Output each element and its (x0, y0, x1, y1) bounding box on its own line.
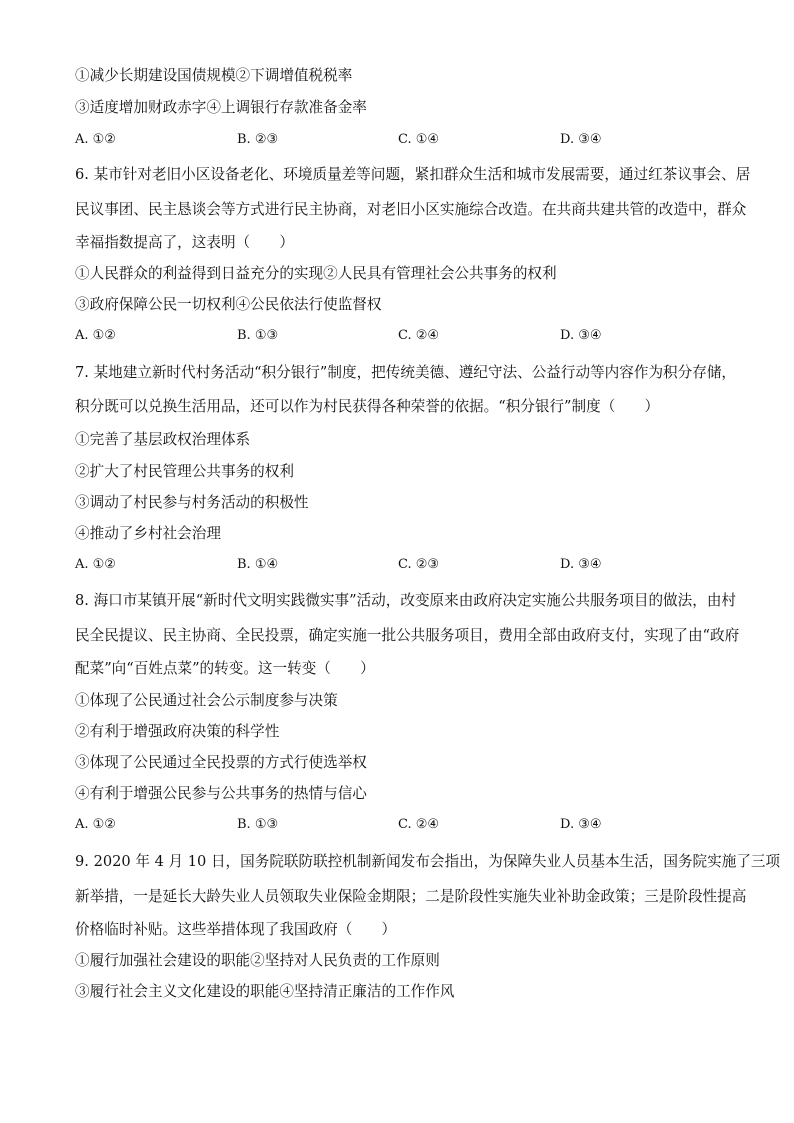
q6-option-b[interactable]: B. ①③ (237, 328, 279, 343)
q8-statement-3: ③体现了公民通过全民投票的方式行使选举权 (75, 754, 367, 771)
q7-options (75, 555, 725, 575)
q8-stem-line-2: 民全民提议、民主协商、全民投票，确定实施一批公共服务项目，费用全部由政府支付，实现了由“政府 (75, 627, 740, 644)
q5-option-d[interactable]: D. ③④ (560, 132, 602, 147)
q7-option-c[interactable]: C. ②③ (398, 557, 440, 572)
q8-option-b[interactable]: B. ①③ (237, 817, 279, 832)
q8-statement-4: ④有利于增强公民参与公共事务的热情与信心 (75, 785, 367, 802)
q7-statement-1: ①完善了基层政权治理体系 (75, 431, 251, 448)
q7-option-b[interactable]: B. ①④ (237, 557, 279, 572)
q7-option-a[interactable]: A. ①② (75, 557, 116, 572)
q6-stem-line-3: 幸福指数提高了，这表明（ ） (75, 234, 294, 251)
q9-stem-line-2: 新举措，一是延长大龄失业人员领取失业保险金期限；二是阶段性实施失业补助金政策；三是阶段性提高 (75, 888, 747, 905)
q7-stem-line-1: 7. 某地建立新时代村务活动“积分银行”制度，把传统美德、遵纪守法、公益行动等内容作为积分存储， (75, 364, 737, 381)
q8-options (75, 815, 725, 835)
q7-statement-2: ②扩大了村民管理公共事务的权利 (75, 463, 294, 480)
q8-option-d[interactable]: D. ③④ (560, 817, 602, 832)
q7-statement-4: ④推动了乡村社会治理 (75, 525, 221, 542)
q6-statement-line-2: ③政府保障公民一切权利④公民依法行使监督权 (75, 296, 382, 313)
q8-statement-2: ②有利于增强政府决策的科学性 (75, 723, 280, 740)
q9-statement-line-2: ③履行社会主义文化建设的职能④坚持清正廉洁的工作作风 (75, 983, 455, 1000)
q6-option-a[interactable]: A. ①② (75, 328, 116, 343)
q8-option-a[interactable]: A. ①② (75, 817, 116, 832)
q9-stem-line-1: 9. 2020 年 4 月 10 日，国务院联防联控机制新闻发布会指出，为保障失业人员基本生活，国务院实施了三项 (75, 853, 781, 870)
q7-option-d[interactable]: D. ③④ (560, 557, 602, 572)
q6-stem-line-2: 民议事团、民主恳谈会等方式进行民主协商，对老旧小区实施综合改造。在共商共建共管的改造中，群众 (75, 201, 747, 218)
q8-stem-line-3: 配菜”向“百姓点菜”的转变。这一转变（ ） (75, 660, 375, 677)
q7-statement-3: ③调动了村民参与村务活动的积极性 (75, 494, 309, 511)
q5-statement-line-2: ③适度增加财政赤字④上调银行存款准备金率 (75, 99, 367, 116)
q5-options (75, 130, 725, 150)
q8-statement-1: ①体现了公民通过社会公示制度参与决策 (75, 692, 338, 709)
q5-option-b[interactable]: B. ②③ (237, 132, 279, 147)
q6-option-d[interactable]: D. ③④ (560, 328, 602, 343)
q8-stem-line-1: 8. 海口市某镇开展“新时代文明实践微实事”活动，改变原来由政府决定实施公共服务项目的做法，由村 (75, 592, 737, 609)
q9-statement-line-1: ①履行加强社会建设的职能②坚持对人民负责的工作原则 (75, 952, 440, 969)
q5-statement-line-1: ①减少长期建设国债规模②下调增值税税率 (75, 67, 353, 84)
q6-statement-line-1: ①人民群众的利益得到日益充分的实现②人民具有管理社会公共事务的权利 (75, 265, 557, 282)
q8-option-c[interactable]: C. ②④ (398, 817, 440, 832)
q6-option-c[interactable]: C. ②④ (398, 328, 440, 343)
q5-option-a[interactable]: A. ①② (75, 132, 116, 147)
q9-stem-line-3: 价格临时补贴。这些举措体现了我国政府（ ） (75, 921, 397, 938)
q7-stem-line-2: 积分既可以兑换生活用品，还可以作为村民获得各种荣誉的依据。“积分银行”制度（ ） (75, 398, 660, 415)
q5-option-c[interactable]: C. ①④ (398, 132, 440, 147)
q6-options (75, 326, 725, 346)
q6-stem-line-1: 6. 某市针对老旧小区设备老化、环境质量差等问题，紧扣群众生活和城市发展需要，通过红茶议事会、居 (75, 166, 751, 183)
